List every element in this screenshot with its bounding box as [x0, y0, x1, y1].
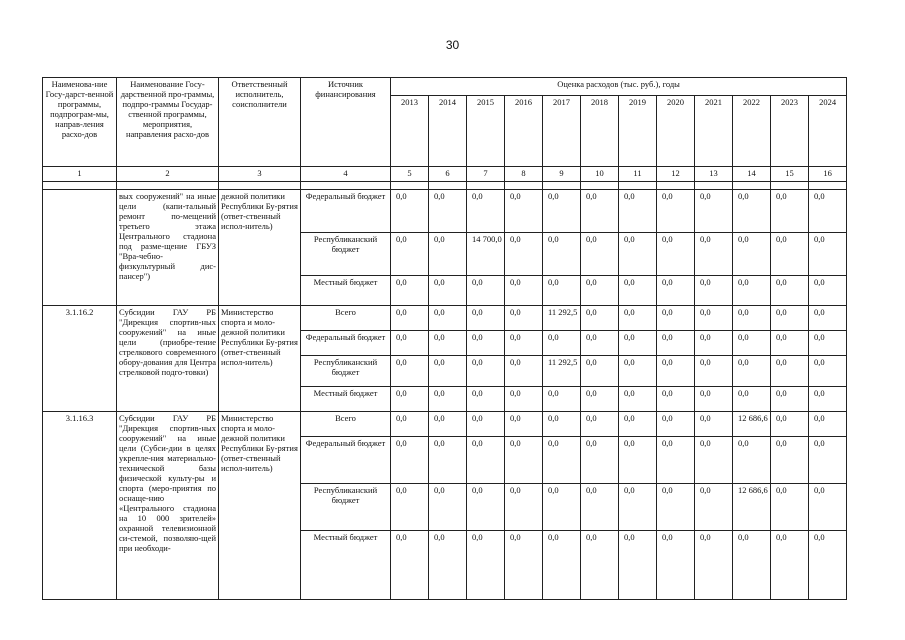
amount-cell: 0,0 — [505, 190, 543, 233]
header-row-1 — [43, 78, 847, 96]
amount-cell: 0,0 — [695, 233, 733, 276]
column-number: 11 — [619, 167, 657, 182]
amount-cell: 0,0 — [543, 412, 581, 437]
amount-cell: 0,0 — [809, 412, 847, 437]
amount-cell: 0,0 — [505, 356, 543, 387]
column-number: 12 — [657, 167, 695, 182]
amount-cell: 0,0 — [809, 484, 847, 531]
activity-executor: Министерство спорта и моло-дежной политики Республики Бу-рятия (ответ-ственный испол-нитель) — [219, 306, 301, 412]
amount-cell: 0,0 — [733, 437, 771, 484]
amount-cell: 0,0 — [771, 484, 809, 531]
amount-cell: 0,0 — [657, 484, 695, 531]
amount-cell: 0,0 — [467, 276, 505, 306]
amount-cell: 0,0 — [695, 531, 733, 600]
header-activity-name: Наименование Госу-дарственной про-граммы, подпро-граммы Государ-ственной программы, мероприятия, направления расхо-дов — [117, 78, 219, 167]
column-number: 6 — [429, 167, 467, 182]
amount-cell: 0,0 — [543, 233, 581, 276]
amount-cell: 0,0 — [771, 331, 809, 356]
amount-cell: 0,0 — [657, 356, 695, 387]
year-2021: 2021 — [695, 95, 733, 166]
amount-cell: 0,0 — [695, 437, 733, 484]
header-executor: Ответственный исполнитель, соисполнители — [219, 78, 301, 167]
amount-cell: 0,0 — [429, 306, 467, 331]
year-2016: 2016 — [505, 95, 543, 166]
amount-cell: 0,0 — [581, 387, 619, 412]
amount-cell: 0,0 — [467, 412, 505, 437]
amount-cell: 0,0 — [429, 437, 467, 484]
amount-cell: 0,0 — [809, 531, 847, 600]
amount-cell: 0,0 — [581, 356, 619, 387]
amount-cell: 0,0 — [695, 190, 733, 233]
amount-cell: 0,0 — [391, 437, 429, 484]
amount-cell: 0,0 — [809, 306, 847, 331]
amount-cell: 0,0 — [733, 387, 771, 412]
amount-cell: 0,0 — [695, 306, 733, 331]
funding-source: Местный бюджет — [301, 387, 391, 412]
amount-cell: 0,0 — [695, 484, 733, 531]
column-number: 2 — [117, 167, 219, 182]
activity-code: 3.1.16.2 — [43, 306, 117, 412]
amount-cell: 0,0 — [695, 387, 733, 412]
amount-cell: 0,0 — [467, 190, 505, 233]
amount-cell: 12 686,6 — [733, 484, 771, 531]
amount-cell: 0,0 — [505, 276, 543, 306]
amount-cell: 0,0 — [733, 356, 771, 387]
amount-cell: 0,0 — [391, 233, 429, 276]
amount-cell: 0,0 — [771, 387, 809, 412]
amount-cell: 0,0 — [467, 437, 505, 484]
funding-source: Федеральный бюджет — [301, 190, 391, 233]
amount-cell: 0,0 — [543, 387, 581, 412]
amount-cell: 0,0 — [429, 531, 467, 600]
amount-cell: 0,0 — [505, 412, 543, 437]
amount-cell: 0,0 — [809, 387, 847, 412]
amount-cell: 0,0 — [657, 233, 695, 276]
expense-table — [42, 77, 847, 600]
page-number: 30 — [445, 38, 460, 52]
funding-source: Федеральный бюджет — [301, 437, 391, 484]
column-number: 9 — [543, 167, 581, 182]
amount-cell: 0,0 — [543, 437, 581, 484]
year-2015: 2015 — [467, 95, 505, 166]
amount-cell: 0,0 — [771, 531, 809, 600]
amount-cell: 0,0 — [581, 412, 619, 437]
amount-cell: 0,0 — [581, 531, 619, 600]
amount-cell: 0,0 — [657, 276, 695, 306]
amount-cell: 0,0 — [733, 276, 771, 306]
amount-cell: 0,0 — [809, 233, 847, 276]
activity-name: Субсидии ГАУ РБ "Дирекция спортив-ных сооружений" на иные цели (Субси-дии в целях укрепле-ния материально-технической базы физической культу-ры и спорта (меро-приятия по оснаще-нию «Центрального стадиона на 10 000 зрителей» охранной телевизионной си-стемой, позволяю-щей при необходи- — [117, 412, 219, 600]
table-row — [43, 412, 847, 437]
column-number: 4 — [301, 167, 391, 182]
column-number: 15 — [771, 167, 809, 182]
amount-cell: 0,0 — [771, 233, 809, 276]
funding-source: Федеральный бюджет — [301, 331, 391, 356]
amount-cell: 0,0 — [657, 531, 695, 600]
funding-source: Республиканский бюджет — [301, 356, 391, 387]
table-row — [43, 190, 847, 233]
year-2020: 2020 — [657, 95, 695, 166]
funding-source: Республиканский бюджет — [301, 484, 391, 531]
amount-cell: 0,0 — [467, 531, 505, 600]
year-2023: 2023 — [771, 95, 809, 166]
amount-cell: 0,0 — [695, 412, 733, 437]
amount-cell: 0,0 — [619, 233, 657, 276]
amount-cell: 0,0 — [391, 531, 429, 600]
column-number: 13 — [695, 167, 733, 182]
amount-cell: 14 700,0 — [467, 233, 505, 276]
amount-cell: 0,0 — [467, 387, 505, 412]
amount-cell: 0,0 — [619, 531, 657, 600]
amount-cell: 0,0 — [771, 276, 809, 306]
amount-cell: 0,0 — [429, 356, 467, 387]
amount-cell: 0,0 — [543, 190, 581, 233]
amount-cell: 0,0 — [695, 331, 733, 356]
funding-source: Всего — [301, 412, 391, 437]
column-number: 10 — [581, 167, 619, 182]
amount-cell: 0,0 — [543, 484, 581, 531]
amount-cell: 0,0 — [695, 276, 733, 306]
amount-cell: 0,0 — [619, 484, 657, 531]
amount-cell: 0,0 — [809, 190, 847, 233]
amount-cell: 0,0 — [657, 387, 695, 412]
activity-code: 3.1.16.3 — [43, 412, 117, 600]
amount-cell: 11 292,5 — [543, 356, 581, 387]
amount-cell: 0,0 — [391, 387, 429, 412]
funding-source: Местный бюджет — [301, 276, 391, 306]
amount-cell: 0,0 — [619, 276, 657, 306]
amount-cell: 0,0 — [391, 484, 429, 531]
amount-cell: 0,0 — [505, 331, 543, 356]
amount-cell: 0,0 — [809, 356, 847, 387]
amount-cell: 0,0 — [619, 331, 657, 356]
amount-cell: 0,0 — [429, 276, 467, 306]
amount-cell: 0,0 — [771, 412, 809, 437]
amount-cell: 0,0 — [657, 306, 695, 331]
amount-cell: 0,0 — [657, 331, 695, 356]
amount-cell: 0,0 — [619, 190, 657, 233]
column-number: 7 — [467, 167, 505, 182]
amount-cell: 0,0 — [391, 190, 429, 233]
header-numbers-row — [43, 167, 847, 182]
year-2014: 2014 — [429, 95, 467, 166]
activity-name: Субсидии ГАУ РБ "Дирекция спортив-ных сооружений" на иные цели (приобре-тение стрелкового современного обору-дования для Центра стрелковой подго-товки) — [117, 306, 219, 412]
amount-cell: 0,0 — [543, 331, 581, 356]
column-number: 5 — [391, 167, 429, 182]
amount-cell: 0,0 — [581, 484, 619, 531]
amount-cell: 0,0 — [467, 356, 505, 387]
amount-cell: 0,0 — [619, 387, 657, 412]
amount-cell: 0,0 — [391, 331, 429, 356]
amount-cell: 0,0 — [619, 356, 657, 387]
activity-code — [43, 190, 117, 306]
amount-cell: 0,0 — [467, 306, 505, 331]
column-number: 3 — [219, 167, 301, 182]
amount-cell: 0,0 — [391, 276, 429, 306]
amount-cell: 0,0 — [429, 233, 467, 276]
amount-cell: 0,0 — [429, 412, 467, 437]
amount-cell: 0,0 — [733, 306, 771, 331]
amount-cell: 0,0 — [733, 531, 771, 600]
amount-cell: 0,0 — [505, 306, 543, 331]
amount-cell: 0,0 — [619, 437, 657, 484]
year-2018: 2018 — [581, 95, 619, 166]
column-number: 1 — [43, 167, 117, 182]
amount-cell: 0,0 — [391, 306, 429, 331]
amount-cell: 0,0 — [771, 437, 809, 484]
amount-cell: 0,0 — [581, 306, 619, 331]
amount-cell: 0,0 — [467, 484, 505, 531]
amount-cell: 0,0 — [581, 190, 619, 233]
amount-cell: 0,0 — [391, 412, 429, 437]
year-2017: 2017 — [543, 95, 581, 166]
amount-cell: 0,0 — [771, 190, 809, 233]
header-funding-source: Источник финансирования — [301, 78, 391, 167]
year-2024: 2024 — [809, 95, 847, 166]
amount-cell: 0,0 — [391, 356, 429, 387]
amount-cell: 0,0 — [771, 306, 809, 331]
amount-cell: 0,0 — [505, 233, 543, 276]
amount-cell: 0,0 — [505, 387, 543, 412]
amount-cell: 0,0 — [733, 190, 771, 233]
amount-cell: 0,0 — [809, 331, 847, 356]
amount-cell: 0,0 — [429, 484, 467, 531]
amount-cell: 0,0 — [733, 331, 771, 356]
amount-cell: 0,0 — [733, 233, 771, 276]
amount-cell: 11 292,5 — [543, 306, 581, 331]
amount-cell: 0,0 — [619, 306, 657, 331]
amount-cell: 0,0 — [581, 276, 619, 306]
table-row — [43, 306, 847, 331]
amount-cell: 0,0 — [429, 331, 467, 356]
amount-cell: 0,0 — [657, 412, 695, 437]
amount-cell: 0,0 — [505, 531, 543, 600]
spacer-row — [43, 182, 847, 190]
amount-cell: 0,0 — [771, 356, 809, 387]
amount-cell: 0,0 — [467, 331, 505, 356]
amount-cell: 0,0 — [429, 387, 467, 412]
amount-cell: 0,0 — [695, 356, 733, 387]
amount-cell: 0,0 — [657, 190, 695, 233]
amount-cell: 0,0 — [657, 437, 695, 484]
column-number: 8 — [505, 167, 543, 182]
funding-source: Местный бюджет — [301, 531, 391, 600]
year-2013: 2013 — [391, 95, 429, 166]
column-number: 16 — [809, 167, 847, 182]
amount-cell: 0,0 — [619, 412, 657, 437]
header-estimate: Оценка расходов (тыс. руб.), годы — [391, 78, 847, 96]
amount-cell: 0,0 — [809, 437, 847, 484]
amount-cell: 0,0 — [543, 531, 581, 600]
header-program-name: Наименова-ние Госу-дарст-венной программы, подпрограм-мы, направ-ления расхо-дов — [43, 78, 117, 167]
amount-cell: 0,0 — [581, 437, 619, 484]
amount-cell: 0,0 — [809, 276, 847, 306]
activity-name: вых сооружений" на иные цели (капи-тальный ремонт по-мещений третьего этажа Центрального стадиона под разме-щение ГБУЗ "Вра-чебно-физкультурный дис-пансер") — [117, 190, 219, 306]
amount-cell: 12 686,6 — [733, 412, 771, 437]
activity-executor: дежной политики Республики Бу-рятия (ответ-ственный испол-нитель) — [219, 190, 301, 306]
amount-cell: 0,0 — [581, 331, 619, 356]
amount-cell: 0,0 — [505, 437, 543, 484]
amount-cell: 0,0 — [543, 276, 581, 306]
funding-source: Всего — [301, 306, 391, 331]
funding-source: Республиканский бюджет — [301, 233, 391, 276]
activity-executor: Министерство спорта и моло-дежной политики Республики Бу-рятия (ответ-ственный испол-нитель) — [219, 412, 301, 600]
year-2022: 2022 — [733, 95, 771, 166]
amount-cell: 0,0 — [429, 190, 467, 233]
amount-cell: 0,0 — [581, 233, 619, 276]
year-2019: 2019 — [619, 95, 657, 166]
amount-cell: 0,0 — [505, 484, 543, 531]
column-number: 14 — [733, 167, 771, 182]
